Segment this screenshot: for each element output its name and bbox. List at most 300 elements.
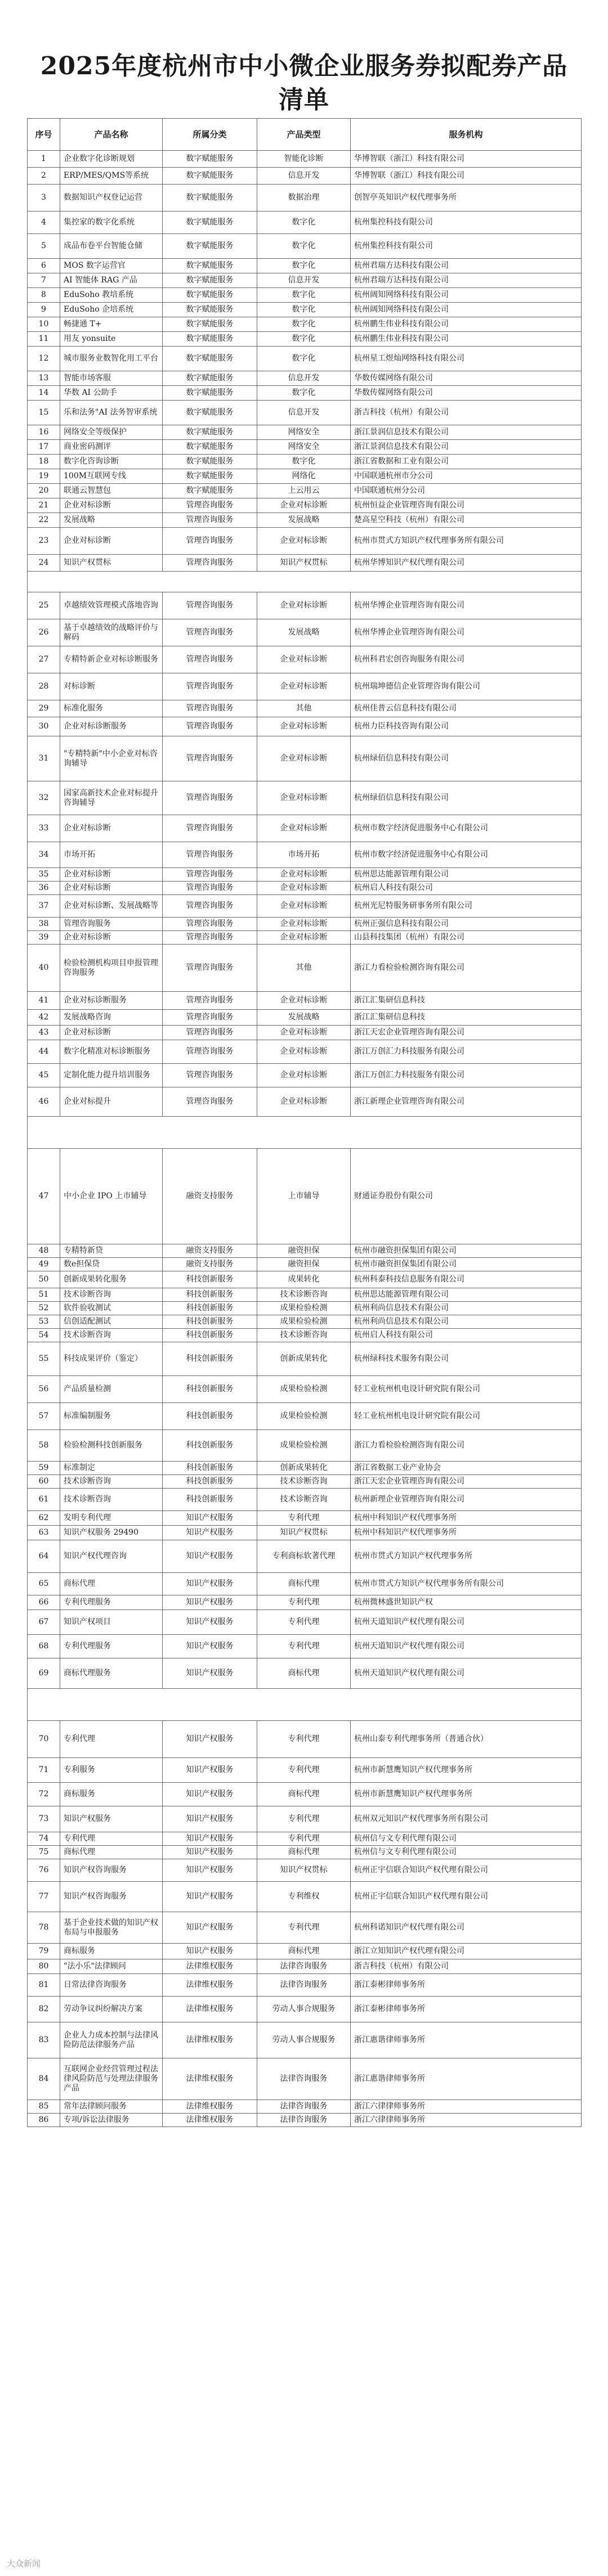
cell-index: 12: [28, 347, 60, 371]
cell-index: 68: [28, 1635, 60, 1658]
cell-index: 11: [28, 332, 60, 347]
cell-index: 77: [28, 1882, 60, 1912]
cell-index: 20: [28, 484, 60, 498]
cell-product-name: 标准制定: [60, 1462, 163, 1475]
cell-product-type: 企业对标诊断: [257, 646, 351, 673]
cell-category: 管理咨询服务: [163, 619, 257, 646]
cell-product-name: 联通云智慧包: [60, 484, 163, 498]
table-row: [28, 469, 582, 484]
cell-product-name: 商标服务: [60, 1944, 163, 1959]
cell-product-name: 企业对标诊断服务: [60, 717, 163, 736]
cell-product-type: 专利代理: [257, 1635, 351, 1658]
cell-category: 管理咨询服务: [163, 895, 257, 918]
cell-product-type: 数字化: [257, 317, 351, 332]
cell-category: 管理咨询服务: [163, 868, 257, 882]
cell-index: 86: [28, 2114, 60, 2127]
cell-category: 数字赋能服务: [163, 401, 257, 425]
cell-provider: 浙江万创汇力科技服务有限公司: [351, 1040, 582, 1064]
cell-product-type: 信息开发: [257, 168, 351, 185]
table-row: [28, 1635, 582, 1658]
cell-product-name: 检验检测机构项目申报管理咨询服务: [60, 945, 163, 992]
cell-category: 知识产权服务: [163, 1721, 257, 1758]
cell-product-type: 成果检验检测: [257, 1403, 351, 1430]
table-row: [28, 700, 582, 717]
header-provider: 服务机构: [351, 119, 582, 151]
cell-product-name: 企业对标诊断、发展战略等: [60, 895, 163, 918]
cell-provider: 杭州华博企业管理咨询有限公司: [351, 592, 582, 619]
cell-provider: 杭州君瑞方达科技有限公司: [351, 273, 582, 288]
cell-index: 13: [28, 371, 60, 386]
cell-product-type: 数字化: [257, 259, 351, 273]
cell-product-type: 成果转化: [257, 1271, 351, 1288]
table-row: [28, 1329, 582, 1342]
table-row: [28, 425, 582, 440]
cell-provider: 华数传媒网络有限公司: [351, 371, 582, 386]
cell-category: 科技创新服务: [163, 1489, 257, 1511]
cell-product-name: 国家高新技术企业对标提升咨询辅导: [60, 781, 163, 815]
cell-provider: 浙江惠谐律师事务所: [351, 2058, 582, 2100]
cell-product-name: 商标代理: [60, 1573, 163, 1595]
cell-provider: 杭州科诺知识产权代理有限公司: [351, 1912, 582, 1944]
cell-category: 融资支持服务: [163, 1258, 257, 1271]
cell-index: 3: [28, 185, 60, 212]
table-row: [28, 781, 582, 815]
cell-index: 37: [28, 895, 60, 918]
table-row: [28, 440, 582, 455]
cell-index: 8: [28, 288, 60, 303]
cell-product-name: 数据知识产权登记运营: [60, 185, 163, 212]
cell-product-type: 数字化: [257, 455, 351, 469]
cell-provider: 中国联通杭州市分公司: [351, 469, 582, 484]
cell-product-type: 企业对标诊断: [257, 918, 351, 931]
cell-index: 27: [28, 646, 60, 673]
cell-provider: 浙江立知知识产权代理有限公司: [351, 1944, 582, 1959]
cell-product-name: 标准编制服务: [60, 1403, 163, 1430]
cell-provider: 浙江六律律师事务所: [351, 2114, 582, 2127]
cell-provider: 浙江惠谐律师事务所: [351, 2022, 582, 2058]
cell-index: 1: [28, 151, 60, 168]
cell-product-type: 信息开发: [257, 371, 351, 386]
cell-index: 35: [28, 868, 60, 882]
cell-index: 51: [28, 1288, 60, 1302]
cell-category: 管理咨询服务: [163, 882, 257, 895]
cell-product-type: 专利代理: [257, 1595, 351, 1610]
cell-product-type: 成果检验检测: [257, 1376, 351, 1403]
cell-product-type: 企业对标诊断: [257, 931, 351, 945]
cell-product-type: 数字化: [257, 386, 351, 401]
cell-provider: 杭州力臣科技咨询有限公司: [351, 717, 582, 736]
cell-category: 管理咨询服务: [163, 842, 257, 868]
cell-product-name: MOS 数字运营官: [60, 259, 163, 273]
cell-provider: 杭州市新慧鹰知识产权代理事务所: [351, 1783, 582, 1806]
cell-index: 17: [28, 440, 60, 455]
cell-index: 53: [28, 1315, 60, 1329]
cell-category: 数字赋能服务: [163, 288, 257, 303]
cell-provider: 杭州利尚信息技术有限公司: [351, 1315, 582, 1329]
cell-index: 81: [28, 1974, 60, 1997]
table-row: [28, 736, 582, 781]
cell-product-type: 专利代理: [257, 1912, 351, 1944]
cell-provider: 浙江天宏企业管理咨询有限公司: [351, 1475, 582, 1489]
cell-product-name: 知识产权咨询服务: [60, 1882, 163, 1912]
watermark-logo: 大众新闻: [7, 2559, 41, 2569]
table-row: [28, 234, 582, 259]
cell-index: 55: [28, 1342, 60, 1376]
page-title: 2025年度杭州市中小微企业服务券拟配券产品清单: [40, 52, 568, 114]
section-gap: [28, 572, 582, 592]
cell-product-name: 华数 AI 公助手: [60, 386, 163, 401]
cell-provider: 杭州思达能源管理有限公司: [351, 1288, 582, 1302]
cell-product-name: 数字化精准对标诊断服务: [60, 1040, 163, 1064]
cell-product-name: 技术诊断咨询: [60, 1489, 163, 1511]
cell-product-type: 数据治理: [257, 185, 351, 212]
cell-index: 24: [28, 555, 60, 572]
table-row: [28, 1721, 582, 1758]
cell-product-type: 信息开发: [257, 401, 351, 425]
cell-product-name: 发展战略咨询: [60, 1010, 163, 1026]
cell-index: 45: [28, 1064, 60, 1087]
cell-provider: 杭州市贯式方知识产权代理事务所: [351, 1540, 582, 1573]
cell-product-name: 商业密码测评: [60, 440, 163, 455]
cell-product-type: 企业对标诊断: [257, 895, 351, 918]
cell-product-name: 专利代理服务: [60, 1635, 163, 1658]
cell-index: 49: [28, 1258, 60, 1271]
cell-product-name: 商标服务: [60, 1783, 163, 1806]
cell-provider: 中国联通杭州分公司: [351, 484, 582, 498]
cell-provider: 杭州华博知识产权代理有限公司: [351, 555, 582, 572]
cell-category: 知识产权服务: [163, 1912, 257, 1944]
table-row: [28, 1595, 582, 1610]
cell-index: 47: [28, 1149, 60, 1244]
cell-provider: 杭州绿科技术服务有限公司: [351, 1342, 582, 1376]
cell-provider: 杭州鹏生伟业科技有限公司: [351, 317, 582, 332]
cell-provider: 杭州山泰专利代理事务所（普通合伙）: [351, 1721, 582, 1758]
table-row: [28, 212, 582, 234]
cell-product-name: "法小乐"法律顾问: [60, 1959, 163, 1974]
cell-index: 61: [28, 1489, 60, 1511]
cell-provider: 杭州中科知识产权代理事务所: [351, 1526, 582, 1540]
cell-provider: 杭州启人科技有限公司: [351, 1329, 582, 1342]
cell-product-type: 数字化: [257, 332, 351, 347]
cell-index: 75: [28, 1846, 60, 1859]
section-gap: [28, 1117, 582, 1149]
cell-category: 数字赋能服务: [163, 303, 257, 317]
cell-index: 59: [28, 1462, 60, 1475]
section-gap: [28, 1689, 582, 1721]
cell-index: 25: [28, 592, 60, 619]
cell-index: 36: [28, 882, 60, 895]
cell-product-type: 知识产权贯标: [257, 555, 351, 572]
cell-product-type: 信息开发: [257, 273, 351, 288]
table-row: [28, 992, 582, 1010]
cell-product-name: 科技成果评价（鉴定）: [60, 1342, 163, 1376]
cell-product-name: 专项/诉讼法律服务: [60, 2114, 163, 2127]
cell-provider: 浙江新理企业管理咨询有限公司: [351, 1087, 582, 1117]
table-row: [28, 386, 582, 401]
cell-product-name: 成品布卷平台智能仓储: [60, 234, 163, 259]
cell-provider: 浙江省数据工业产业协会: [351, 1462, 582, 1475]
cell-provider: 楚高星空科技（杭州）有限公司: [351, 513, 582, 528]
cell-category: 管理咨询服务: [163, 700, 257, 717]
cell-product-type: 专利代理: [257, 1610, 351, 1635]
cell-product-type: 成果检验检测: [257, 1430, 351, 1462]
cell-category: 融资支持服务: [163, 1149, 257, 1244]
cell-product-type: 专利商标软著代理: [257, 1540, 351, 1573]
table-row: [28, 555, 582, 572]
cell-category: 法律维权服务: [163, 1974, 257, 1997]
cell-product-name: 定制化能力提升培训服务: [60, 1064, 163, 1087]
cell-category: 数字赋能服务: [163, 455, 257, 469]
cell-index: 57: [28, 1403, 60, 1430]
cell-provider: 华数传媒网络有限公司: [351, 386, 582, 401]
cell-product-type: 融资担保: [257, 1258, 351, 1271]
cell-category: 数字赋能服务: [163, 259, 257, 273]
cell-index: 15: [28, 401, 60, 425]
table-row: [28, 151, 582, 168]
cell-category: 知识产权服务: [163, 1882, 257, 1912]
table-row: [28, 273, 582, 288]
cell-provider: 杭州市融资担保集团有限公司: [351, 1258, 582, 1271]
table-row: [28, 619, 582, 646]
table-row: [28, 1026, 582, 1040]
cell-product-name: 对标诊断: [60, 673, 163, 700]
cell-category: 管理咨询服务: [163, 498, 257, 513]
cell-provider: 浙江力看检验检测咨询有限公司: [351, 945, 582, 992]
cell-product-name: 知识产权贯标: [60, 555, 163, 572]
cell-index: 62: [28, 1511, 60, 1526]
cell-category: 法律维权服务: [163, 2100, 257, 2114]
cell-product-name: 常年法律顾问服务: [60, 2100, 163, 2114]
table-row: [28, 1430, 582, 1462]
cell-index: 33: [28, 815, 60, 842]
cell-index: 73: [28, 1806, 60, 1832]
cell-product-name: 100M互联网专线: [60, 469, 163, 484]
cell-product-name: 知识产权咨询服务: [60, 1859, 163, 1882]
table-row: [28, 931, 582, 945]
cell-product-name: 知识产权项目: [60, 1610, 163, 1635]
cell-category: 管理咨询服务: [163, 1064, 257, 1087]
cell-product-name: 中小企业 IPO 上市辅导: [60, 1149, 163, 1244]
table-row: [28, 317, 582, 332]
cell-product-type: 企业对标诊断: [257, 528, 351, 555]
cell-category: 科技创新服务: [163, 1342, 257, 1376]
cell-category: 管理咨询服务: [163, 1026, 257, 1040]
cell-product-type: 知识产权贯标: [257, 1526, 351, 1540]
cell-product-type: 企业对标诊断: [257, 868, 351, 882]
cell-provider: 浙江六律律师事务所: [351, 2100, 582, 2114]
cell-product-type: 数字化: [257, 347, 351, 371]
table-row: [28, 918, 582, 931]
cell-category: 管理咨询服务: [163, 931, 257, 945]
cell-index: 4: [28, 212, 60, 234]
cell-category: 数字赋能服务: [163, 440, 257, 455]
cell-product-type: 企业对标诊断: [257, 781, 351, 815]
cell-category: 管理咨询服务: [163, 945, 257, 992]
cell-category: 知识产权服务: [163, 1944, 257, 1959]
cell-provider: 杭州启人科技有限公司: [351, 882, 582, 895]
cell-index: 28: [28, 673, 60, 700]
table-row: [28, 484, 582, 498]
cell-product-type: 法律咨询服务: [257, 1959, 351, 1974]
cell-provider: 杭州市贯式方知识产权代理事务所有限公司: [351, 1573, 582, 1595]
cell-provider: 杭州科泰科技信息服务有限公司: [351, 1271, 582, 1288]
table-row: [28, 1783, 582, 1806]
cell-product-name: 管理咨询服务: [60, 918, 163, 931]
cell-index: 79: [28, 1944, 60, 1959]
table-row: [28, 815, 582, 842]
cell-product-type: 上市辅导: [257, 1149, 351, 1244]
cell-index: 74: [28, 1832, 60, 1846]
header-index: 序号: [28, 119, 60, 151]
cell-product-name: 乐和法务"AI 法务智审系统: [60, 401, 163, 425]
cell-category: 科技创新服务: [163, 1302, 257, 1315]
cell-provider: 浙江力看检验检测咨询有限公司: [351, 1430, 582, 1462]
cell-product-type: 企业对标诊断: [257, 815, 351, 842]
cell-product-type: 创新成果转化: [257, 1342, 351, 1376]
table-row: [28, 1944, 582, 1959]
cell-product-name: 专利代理: [60, 1832, 163, 1846]
cell-product-type: 专利维权: [257, 1882, 351, 1912]
table-row: [28, 1040, 582, 1064]
table-row: [28, 2022, 582, 2058]
cell-category: 知识产权服务: [163, 1846, 257, 1859]
cell-category: 法律维权服务: [163, 1959, 257, 1974]
cell-index: 60: [28, 1475, 60, 1489]
cell-category: 法律维权服务: [163, 2022, 257, 2058]
cell-category: 法律维权服务: [163, 1997, 257, 2022]
cell-provider: 杭州天道知识产权代理有限公司: [351, 1610, 582, 1635]
cell-category: 管理咨询服务: [163, 1040, 257, 1064]
cell-product-name: 专精特新贷: [60, 1244, 163, 1258]
cell-index: 58: [28, 1430, 60, 1462]
cell-product-type: 商标代理: [257, 1846, 351, 1859]
cell-product-type: 技术诊断咨询: [257, 1489, 351, 1511]
cell-index: 66: [28, 1595, 60, 1610]
table-row: [28, 1087, 582, 1117]
cell-category: 管理咨询服务: [163, 1087, 257, 1117]
table-row: [28, 592, 582, 619]
cell-category: 知识产权服务: [163, 1783, 257, 1806]
cell-provider: 杭州星工煜灿网络科技有限公司: [351, 347, 582, 371]
cell-product-name: 日常法律咨询服务: [60, 1974, 163, 1997]
cell-index: 63: [28, 1526, 60, 1540]
cell-index: 21: [28, 498, 60, 513]
cell-provider: 浙江汇集研信息科技: [351, 992, 582, 1010]
table-row: [28, 2058, 582, 2100]
cell-provider: 财通证券股份有限公司: [351, 1149, 582, 1244]
cell-product-name: 数e担保贷: [60, 1258, 163, 1271]
cell-product-name: 企业对标诊断: [60, 815, 163, 842]
cell-product-name: "专精特新"中小企业对标咨询辅导: [60, 736, 163, 781]
cell-category: 科技创新服务: [163, 1403, 257, 1430]
cell-provider: 杭州光尼特服务研事务所有限公司: [351, 895, 582, 918]
cell-product-name: 知识产权服务 29490: [60, 1526, 163, 1540]
table-row: [28, 498, 582, 513]
table-row: [28, 1511, 582, 1526]
cell-category: 知识产权服务: [163, 1540, 257, 1573]
cell-category: 科技创新服务: [163, 1475, 257, 1489]
cell-provider: 杭州正宇信联合知识产权代理有限公司: [351, 1882, 582, 1912]
cell-product-name: 发展战略: [60, 513, 163, 528]
cell-product-type: 成果检验检测: [257, 1302, 351, 1315]
cell-index: 56: [28, 1376, 60, 1403]
cell-provider: 轻工业杭州机电设计研究院有限公司: [351, 1403, 582, 1430]
cell-product-type: 企业对标诊断: [257, 1040, 351, 1064]
cell-category: 管理咨询服务: [163, 717, 257, 736]
table-row: [28, 513, 582, 528]
table-row: [28, 185, 582, 212]
cell-index: 70: [28, 1721, 60, 1758]
cell-provider: 杭州绿佰信息科技有限公司: [351, 781, 582, 815]
cell-provider: 杭州绿佰信息科技有限公司: [351, 736, 582, 781]
table-row: [28, 945, 582, 992]
cell-product-type: 专利代理: [257, 1758, 351, 1783]
cell-provider: 浙江景润信息技术有限公司: [351, 425, 582, 440]
cell-category: 科技创新服务: [163, 1376, 257, 1403]
cell-category: 管理咨询服务: [163, 592, 257, 619]
cell-product-type: 网络化: [257, 469, 351, 484]
cell-index: 19: [28, 469, 60, 484]
cell-category: 数字赋能服务: [163, 347, 257, 371]
cell-category: 管理咨询服务: [163, 1010, 257, 1026]
cell-product-name: 发明专利代理: [60, 1511, 163, 1526]
cell-provider: 浙江省数据和工业有限公司: [351, 455, 582, 469]
cell-index: 76: [28, 1859, 60, 1882]
cell-product-type: 劳动人事合规服务: [257, 2022, 351, 2058]
cell-category: 管理咨询服务: [163, 992, 257, 1010]
cell-index: 32: [28, 781, 60, 815]
cell-category: 数字赋能服务: [163, 168, 257, 185]
cell-category: 知识产权服务: [163, 1573, 257, 1595]
cell-product-name: 产品质量检测: [60, 1376, 163, 1403]
cell-product-type: 法律咨询服务: [257, 2100, 351, 2114]
cell-category: 科技创新服务: [163, 1271, 257, 1288]
table-row: [28, 455, 582, 469]
cell-product-name: 企业对标诊断: [60, 498, 163, 513]
header-product-type: 产品类型: [257, 119, 351, 151]
cell-provider: 杭州瑞坤德信企业管理咨询有限公司: [351, 673, 582, 700]
cell-product-name: 企业对标诊断: [60, 931, 163, 945]
cell-product-type: 企业对标诊断: [257, 882, 351, 895]
table-row: [28, 1149, 582, 1244]
cell-provider: 杭州正宇信联合知识产权代理有限公司: [351, 1859, 582, 1882]
cell-product-name: 企业数字化诊断规划: [60, 151, 163, 168]
cell-product-name: 企业人力成本控制与法律风险防范法律服务产品: [60, 2022, 163, 2058]
cell-product-type: 专利代理: [257, 1511, 351, 1526]
cell-product-name: 基于企业技术做的知识产权布局与申报服务: [60, 1912, 163, 1944]
table-row: [28, 1244, 582, 1258]
cell-category: 知识产权服务: [163, 1610, 257, 1635]
table-row: [28, 1462, 582, 1475]
cell-category: 数字赋能服务: [163, 371, 257, 386]
cell-category: 管理咨询服务: [163, 646, 257, 673]
cell-category: 管理咨询服务: [163, 673, 257, 700]
table-row: [28, 1526, 582, 1540]
cell-index: 64: [28, 1540, 60, 1573]
cell-provider: 杭州市数字经济促进服务中心有限公司: [351, 815, 582, 842]
cell-product-type: 技术诊断咨询: [257, 1288, 351, 1302]
cell-category: 管理咨询服务: [163, 528, 257, 555]
table-row: [28, 895, 582, 918]
table-row: [28, 1403, 582, 1430]
cell-product-type: 融资担保: [257, 1244, 351, 1258]
cell-product-name: 商标代理: [60, 1846, 163, 1859]
cell-category: 法律维权服务: [163, 2114, 257, 2127]
cell-product-type: 市场开拓: [257, 842, 351, 868]
table-row: [28, 1832, 582, 1846]
table-row: [28, 288, 582, 303]
table-row: [28, 1271, 582, 1288]
